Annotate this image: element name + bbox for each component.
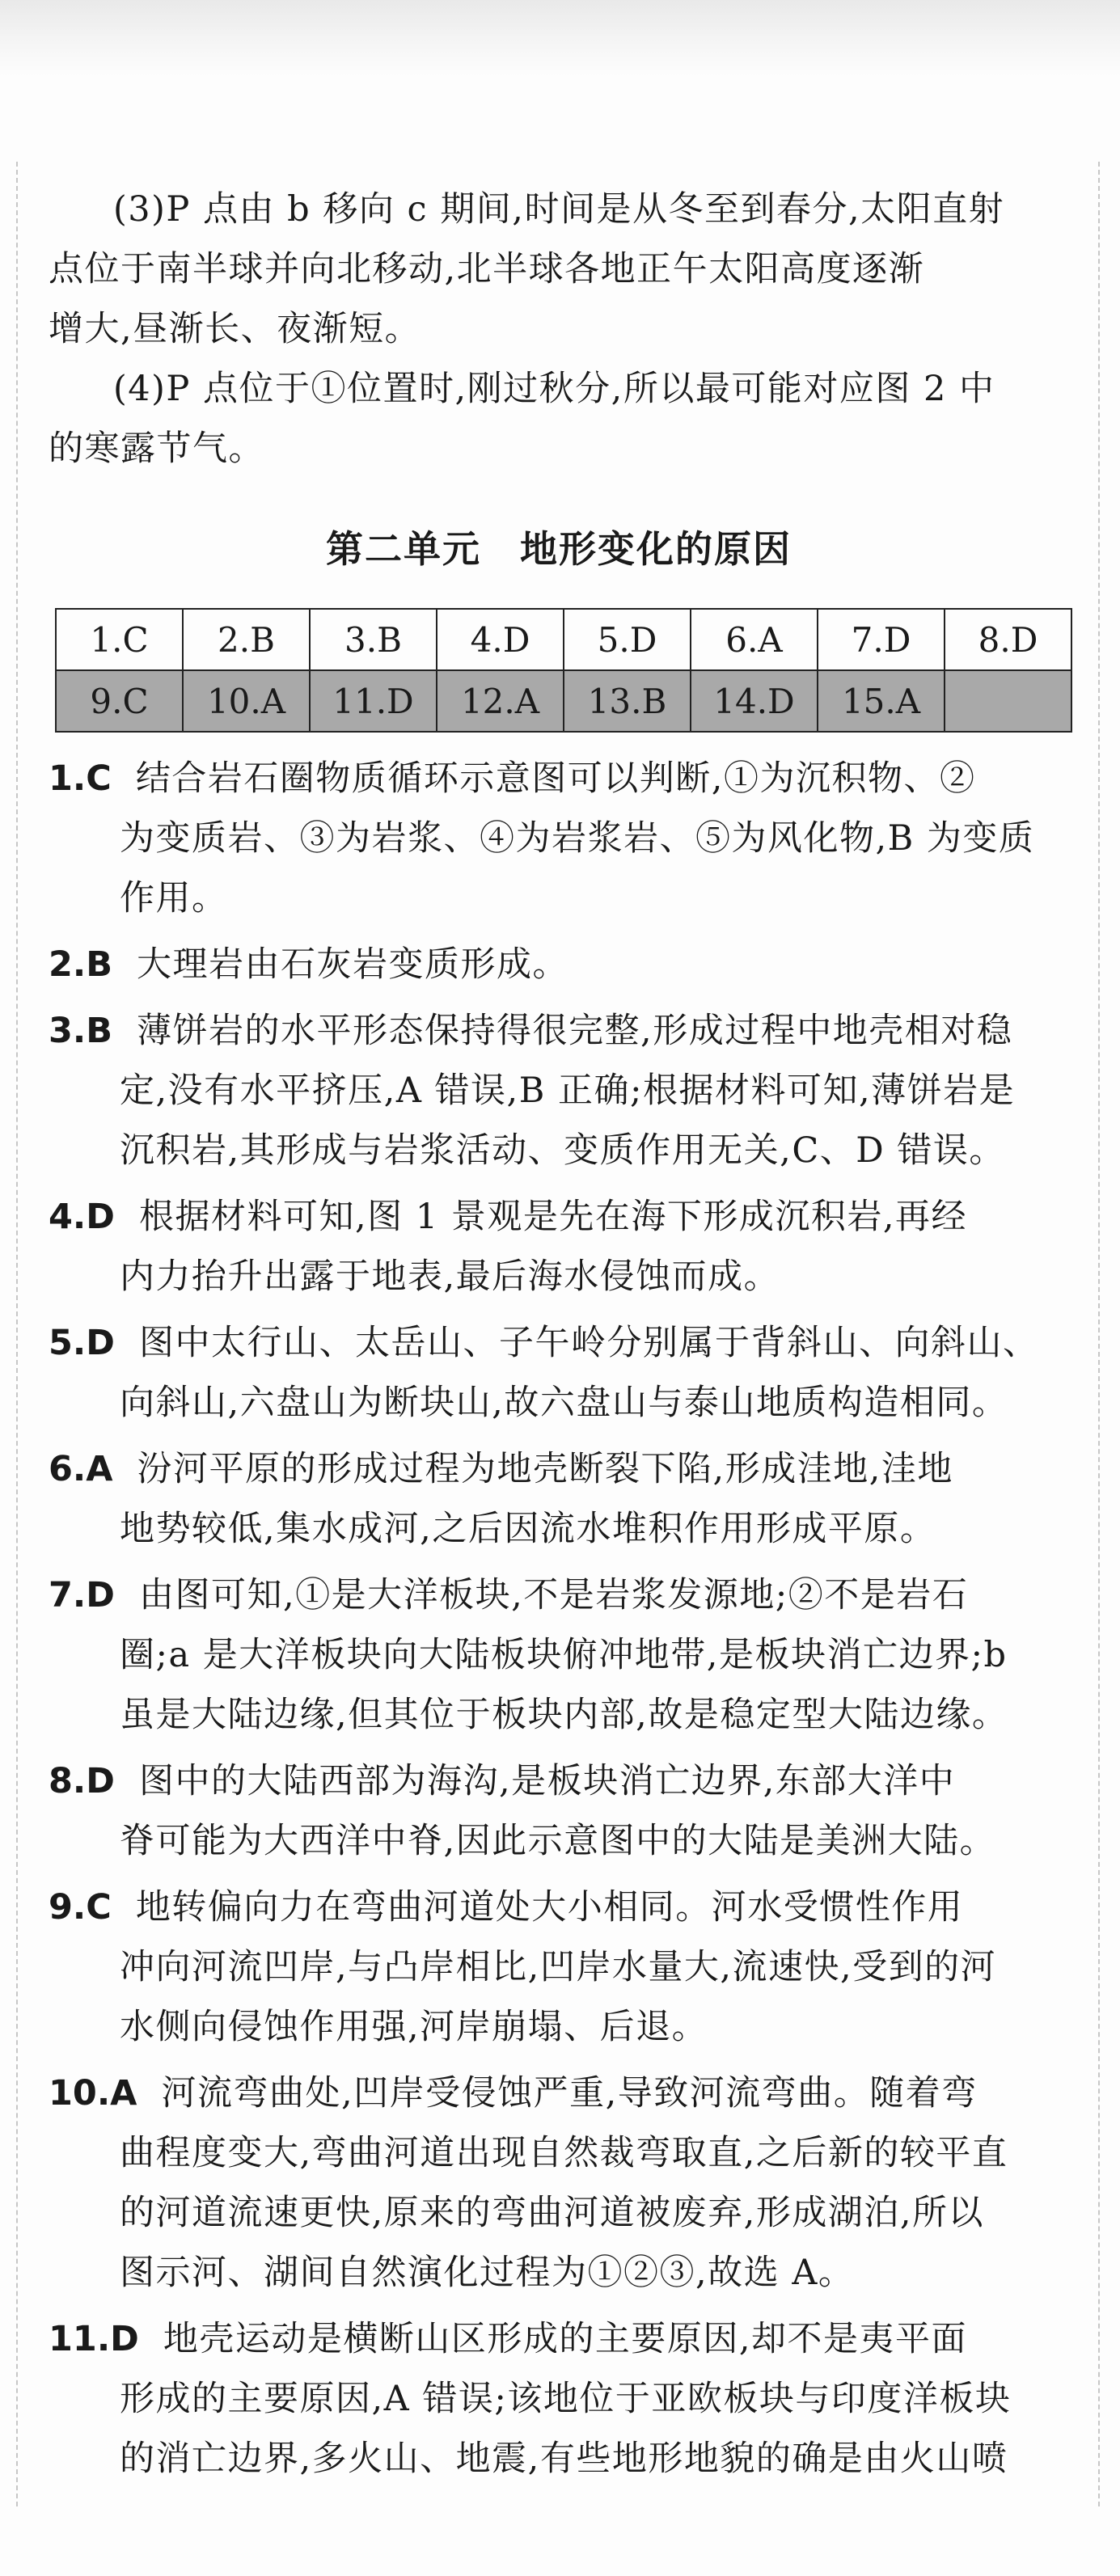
explanation-line	[49, 1247, 1069, 1307]
question-number: 5.D	[49, 1323, 115, 1363]
intro-line: 增大,昼渐长、夜渐短。	[49, 309, 421, 349]
question-explanation	[49, 1877, 1069, 2057]
answer-row	[56, 670, 1071, 732]
explanation-text: 图中太行山、太岳山、子午岭分别属于背斜山、向斜山、	[138, 1323, 1039, 1363]
intro-line: (3)P 点由 b 移向 c 期间,时间是从冬至到春分,太阳直射	[113, 189, 1005, 230]
question-explanation	[49, 1001, 1069, 1180]
explanation-line	[49, 1625, 1069, 1685]
question-explanation	[49, 749, 1069, 928]
intro-line: 点位于南半球并向北移动,北半球各地正午太阳高度逐渐	[49, 249, 925, 289]
question-explanation	[49, 1751, 1069, 1871]
question-number: 10.A	[49, 2073, 137, 2114]
question-explanation	[49, 2309, 1069, 2489]
explanation-line	[49, 1121, 1069, 1180]
explanation-line	[49, 1877, 1069, 1937]
question-explanation	[49, 1439, 1069, 1559]
question-explanation	[49, 1187, 1069, 1307]
explanation-text: 地转偏向力在弯曲河道处大小相同。河水受惯性作用	[135, 1887, 964, 1928]
explanation-line	[49, 2183, 1069, 2243]
explanation-text: 向斜山,六盘山为断块山,故六盘山与泰山地质构造相同。	[120, 1383, 1008, 1423]
explanation-line	[49, 1565, 1069, 1625]
explanation-text: 水侧向侵蚀作用强,河岸崩塌、后退。	[120, 2007, 708, 2047]
answer-cell: 9.C	[56, 670, 183, 732]
explanation-line	[49, 2063, 1069, 2123]
answer-cell: 8.D	[945, 609, 1071, 670]
top-shadow-band	[0, 0, 1120, 77]
explanation-text: 内力抬升出露于地表,最后海水侵蚀而成。	[120, 1256, 780, 1297]
explanation-line	[49, 1499, 1069, 1559]
right-margin-dashes	[1098, 162, 1101, 2506]
explanation-line	[49, 1373, 1069, 1433]
explanation-line	[49, 749, 1069, 809]
explanation-line	[49, 1187, 1069, 1247]
section-title: 第二单元 地形变化的原因	[326, 527, 792, 571]
intro-line: 的寒露节气。	[49, 429, 264, 469]
explanation-text: 圈;a 是大洋板块向大陆板块俯冲地带,是板块消亡边界;b	[120, 1635, 1008, 1675]
explanation-text: 河流弯曲处,凹岸受侵蚀严重,导致河流弯曲。随着弯	[161, 2073, 978, 2114]
answer-row	[56, 609, 1071, 670]
explanation-line	[49, 2243, 1069, 2303]
explanation-text: 图中的大陆西部为海沟,是板块消亡边界,东部大洋中	[138, 1761, 956, 1801]
explanation-line	[49, 809, 1069, 868]
left-margin-dashes	[16, 162, 19, 2506]
question-number: 4.D	[49, 1197, 115, 1237]
answer-page	[49, 179, 1069, 2489]
question-number: 7.D	[49, 1575, 115, 1615]
question-explanation	[49, 1565, 1069, 1745]
explanation-text: 的河道流速更快,原来的弯曲河道被废弃,形成湖泊,所以	[120, 2193, 985, 2233]
explanation-text: 曲程度变大,弯曲河道出现自然裁弯取直,之后新的较平直	[120, 2133, 1008, 2173]
explanation-text: 沉积岩,其形成与岩浆活动、变质作用无关,C、D 错误。	[120, 1130, 1005, 1171]
explanation-text: 图示河、湖间自然演化过程为①②③,故选 A。	[120, 2253, 855, 2293]
question-number: 8.D	[49, 1761, 115, 1801]
explanation-line	[49, 2123, 1069, 2183]
question-number: 9.C	[49, 1887, 112, 1928]
answer-cell: 5.D	[564, 609, 691, 670]
answer-cell: 10.A	[183, 670, 310, 732]
question-number: 11.D	[49, 2319, 139, 2359]
answer-cell: 7.D	[818, 609, 945, 670]
explanation-text: 地壳运动是横断山区形成的主要原因,却不是夷平面	[163, 2319, 968, 2359]
answer-cell: 14.D	[691, 670, 818, 732]
explanation-text: 虽是大陆边缘,但其位于板块内部,故是稳定型大陆边缘。	[120, 1695, 1008, 1735]
explanation-line	[49, 1439, 1069, 1499]
intro-line: (4)P 点位于①位置时,刚过秋分,所以最可能对应图 2 中	[113, 369, 995, 409]
explanation-text: 定,没有水平挤压,A 错误,B 正确;根据材料可知,薄饼岩是	[120, 1071, 1016, 1111]
explanation-text: 由图可知,①是大洋板块,不是岩浆发源地;②不是岩石	[138, 1575, 969, 1615]
explanation-text: 脊可能为大西洋中脊,因此示意图中的大陆是美洲大陆。	[120, 1821, 996, 1861]
answer-cell: 15.A	[818, 670, 945, 732]
explanation-text: 根据材料可知,图 1 景观是先在海下形成沉积岩,再经	[138, 1197, 967, 1237]
answer-cell: 6.A	[691, 609, 818, 670]
explanation-text: 汾河平原的形成过程为地壳断裂下陷,形成洼地,洼地	[137, 1449, 953, 1489]
explanation-line	[49, 935, 1069, 995]
answer-cell: 12.A	[437, 670, 564, 732]
question-number: 1.C	[49, 758, 112, 799]
question-number: 2.B	[49, 944, 113, 985]
explanation-text: 大理岩由石灰岩变质形成。	[137, 944, 569, 985]
answer-key-table	[55, 608, 1072, 733]
explanation-text: 的消亡边界,多火山、地震,有些地形地貌的确是由火山喷	[120, 2439, 1008, 2479]
explanation-line	[49, 1997, 1069, 2057]
explanation-line	[49, 2309, 1069, 2369]
intro-block	[49, 179, 1069, 479]
question-explanations	[49, 749, 1069, 2489]
explanation-text: 地势较低,集水成河,之后因流水堆积作用形成平原。	[120, 1509, 936, 1549]
answer-cell: 1.C	[56, 609, 183, 670]
question-explanation	[49, 2063, 1069, 2303]
explanation-line	[49, 1061, 1069, 1121]
answer-cell: 4.D	[437, 609, 564, 670]
answer-cell: 13.B	[564, 670, 691, 732]
answer-cell: 2.B	[183, 609, 310, 670]
question-number: 3.B	[49, 1011, 113, 1051]
question-explanation	[49, 935, 1069, 995]
explanation-text: 形成的主要原因,A 错误;该地位于亚欧板块与印度洋板块	[120, 2379, 1012, 2419]
explanation-line	[49, 1751, 1069, 1811]
explanation-line	[49, 2369, 1069, 2429]
explanation-text: 作用。	[120, 878, 228, 918]
question-number: 6.A	[49, 1449, 113, 1489]
answer-cell	[945, 670, 1071, 732]
explanation-line	[49, 868, 1069, 928]
explanation-line	[49, 1685, 1069, 1745]
explanation-line	[49, 1811, 1069, 1871]
explanation-text: 冲向河流凹岸,与凸岸相比,凹岸水量大,流速快,受到的河	[120, 1947, 997, 1987]
question-explanation	[49, 1313, 1069, 1433]
explanation-line	[49, 1313, 1069, 1373]
explanation-text: 薄饼岩的水平形态保持得很完整,形成过程中地壳相对稳	[137, 1011, 1013, 1051]
answer-cell: 11.D	[310, 670, 437, 732]
answer-cell: 3.B	[310, 609, 437, 670]
explanation-line	[49, 1001, 1069, 1061]
explanation-text: 为变质岩、③为岩浆、④为岩浆岩、⑤为风化物,B 为变质	[120, 818, 1035, 859]
explanation-text: 结合岩石圈物质循环示意图可以判断,①为沉积物、②	[135, 758, 976, 799]
explanation-line	[49, 1937, 1069, 1997]
explanation-line	[49, 2429, 1069, 2489]
